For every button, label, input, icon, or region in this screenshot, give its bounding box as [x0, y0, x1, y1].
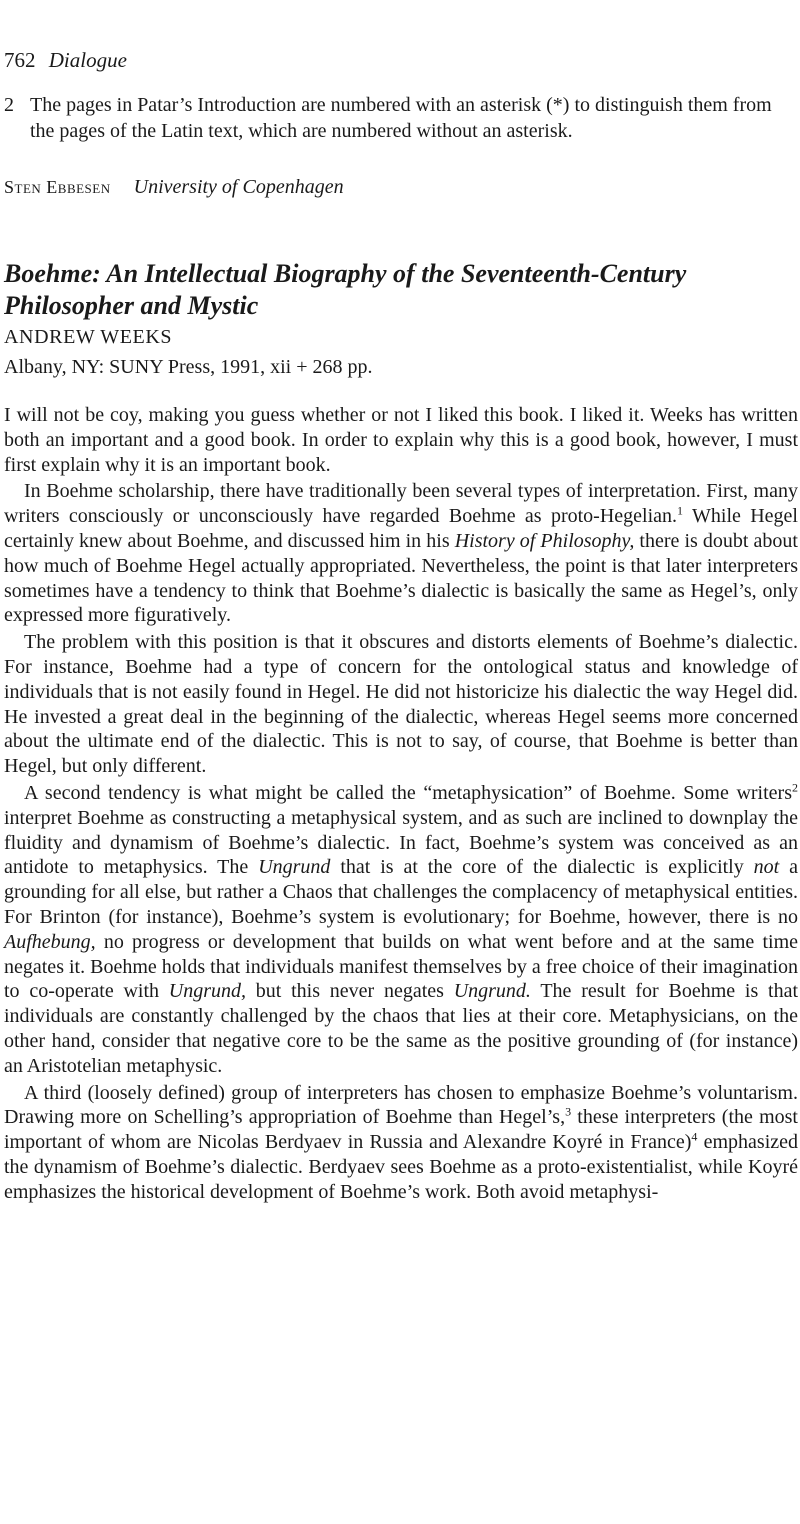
footnote-ref-4: 4: [691, 1129, 698, 1144]
footnote-ref-3: 3: [565, 1104, 572, 1119]
footnote-text: The pages in Patar’s Introduction are numbered with an asterisk (*) to distinguish them from the pages of the Latin text, which are numbered without an asterisk.: [30, 94, 772, 142]
footnote-ref-2: 2: [792, 780, 798, 795]
footnote: [4, 92, 800, 144]
review-signoff: [4, 176, 344, 199]
paragraph-4: A second tendency is what might be called the “metaphysication” of Boehme. Some writers$^2$ interpret Boehme as constructing a metaphysical system, and as such are inclined to downplay the fluidity and dynamism of Boehme’s dialectic. In fact, Boehme’s system was conceived as an antidote to metaphysics. The Ungrund that is at the core of the dialectic is explicitly not a grounding for all else, but rather a Chaos that challenges the complacency of metaphysical entities. For Brinton (for instance), Boehme’s system is evolutionary; for Boehme, however, there is no Aufhebung, no progress or development that builds on what went before and at the same time negates it. Boehme holds that individuals manifest themselves by a free choice of their imagination to co-operate with Ungrund, but this never negates Ungrund. The result for Boehme is that individuals are constantly challenged by the chaos that lies at their core. Metaphysicians, on the other hand, consider that negative core to be the same as the positive grounding of (for instance) an Aristotelian metaphysic.: [4, 780, 798, 1077]
book-author: ANDREW WEEKS: [4, 326, 173, 348]
page-number: 762: [4, 48, 36, 72]
journal-title: Dialogue: [48, 48, 127, 72]
paragraph-1: I will not be coy, making you guess whether or not I liked this book. I liked it. Weeks has written both an important and a good book. In order to explain why this is a good book, however, I must first explain why it is an important book.: [4, 404, 798, 476]
paragraph-5: A third (loosely defined) group of interpreters has chosen to emphasize Boehme’s voluntarism. Drawing more on Schelling’s appropriation of Boehme than Hegel’s,$^3$ these interpreters (the most important of whom are Nicolas Berdyaev in Russia and Alexandre Koyré in France)$^4$ emphasized the dynamism of Boehme’s dialectic. Berdyaev sees Boehme as a proto-existentialist, while Koyré emphasizes the historical development of Boehme’s work. Both avoid metaphysi-: [4, 1081, 798, 1203]
review-body: [4, 403, 798, 1205]
footnote-ref-1: 1: [677, 503, 684, 518]
work-title: History of Philosophy,: [454, 529, 635, 552]
footnote-number: 2: [4, 94, 14, 116]
book-title: Boehme: An Intellectual Biography of the Seventeenth-Century Philosopher and Mystic: [4, 259, 687, 320]
reviewer-name: Sten Ebbesen: [4, 177, 111, 197]
paragraph-3: The problem with this position is that it obscures and distorts elements of Boehme’s dialectic. For instance, Boehme had a type of concern for the ontological status and knowledge of individuals that is not easily found in Hegel. He did not historicize his dialectic the way Hegel did. He invested a great deal in the beginning of the dialectic, whereas Hegel seems more concerned about the ultimate end of the dialectic. This is not to say, of course, that Boehme is better than Hegel, but only different.: [4, 631, 798, 778]
running-head: [4, 48, 127, 73]
paragraph-2: In Boehme scholarship, there have traditionally been several types of interpretation. First, many writers consciously or unconsciously have regarded Boehme as proto-Hegelian.$^1$ While Hegel certainly knew about Boehme, and discussed him in his History of Philosophy, there is doubt about how much of Boehme Hegel actually appropriated. Nevertheless, the point is that later interpreters sometimes have a tendency to think that Boehme’s dialectic is basically the same as Hegel’s, only expressed more figuratively.: [4, 480, 798, 627]
reviewer-affiliation: University of Copenhagen: [133, 176, 344, 198]
book-publication: Albany, NY: SUNY Press, 1991, xii + 268 pp.: [4, 356, 373, 378]
